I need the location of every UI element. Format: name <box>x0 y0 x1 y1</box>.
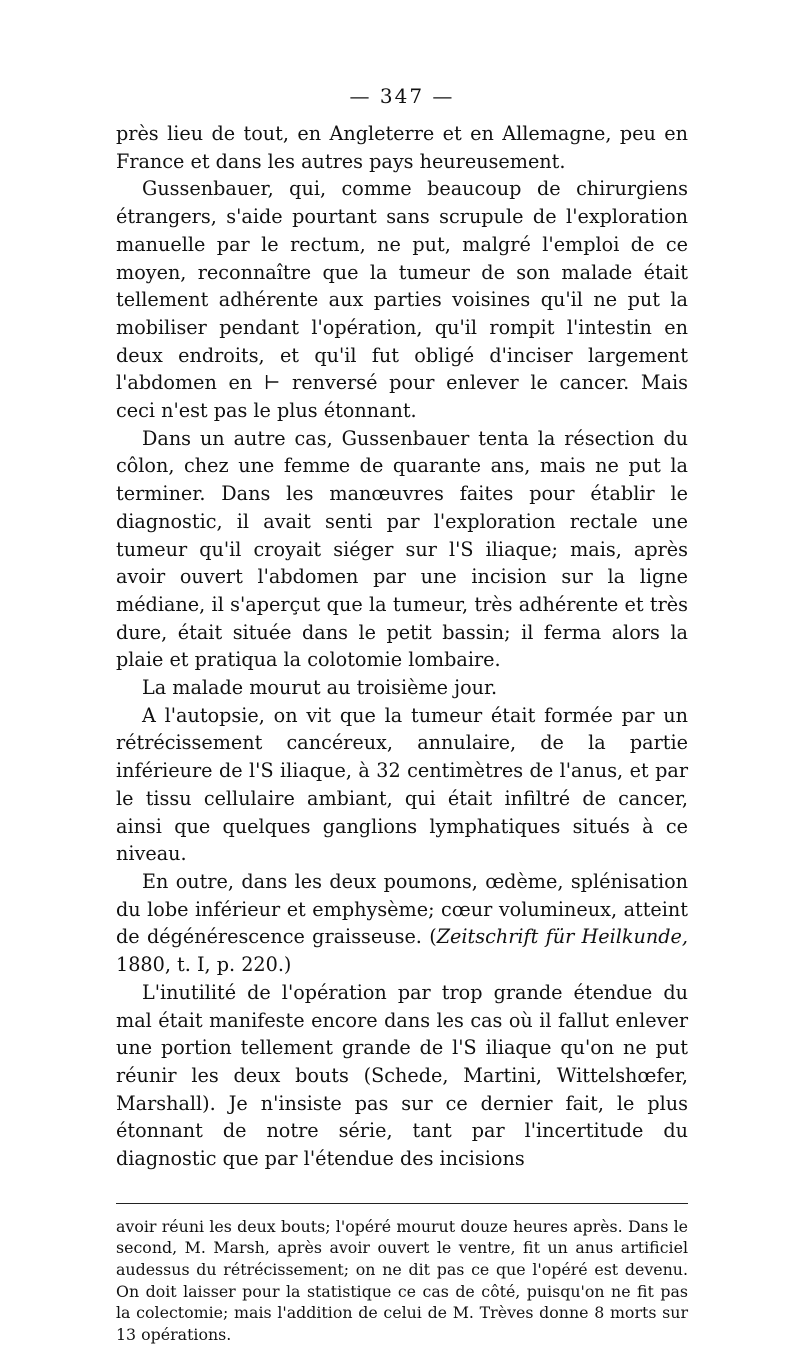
paragraph-text: L'inutilité de l'opération par trop grande étendue du mal était manifeste encore dans les cas où il fallut enlever une portion tellement grande de l'S iliaque qu'on ne put réunir les deux bouts (Schede, Martini, Wittelshœfer, Marshall). Je n'insiste pas sur ce dernier fait, le plus étonnant de notre série, tant par l'incertitude du diagnostic que par l'étendue des incisions <box>116 980 688 1171</box>
footnote: avoir réuni les deux bouts; l'opéré mourut douze heures après. Dans le second, M. Marsh, après avoir ouvert le ventre, fit un anus artificiel audessus du rétrécissement; on ne dit pas ce que l'opéré est devenu. On doit laisser pour la statistique ce cas de côté, puisqu'on ne fit pas la colectomie; mais l'addition de celui de M. Trèves donne 8 morts sur 13 opérations. <box>116 1216 688 1344</box>
paragraph-text: 1880, t. I, p. 220.) <box>116 953 292 977</box>
paragraph <box>116 868 688 979</box>
book-page <box>116 82 688 1345</box>
paragraph <box>116 674 688 702</box>
page-number: — 347 — <box>349 84 455 108</box>
paragraph-text: près lieu de tout, en Angleterre et en Allemagne, peu en France et dans les autres pays heureusement. <box>116 122 688 173</box>
paragraph-text: Gussenbauer, qui, comme beaucoup de chirurgiens étrangers, s'aide pourtant sans scrupule de l'exploration manuelle par le rectum, ne put, malgré l'emploi de ce moyen, reconnaître que la tumeur de son malade était tellement adhérente aux parties voisines qu'il ne put la mobiliser pendant l'opération, qu'il rompit l'intestin en deux endroits, et qu'il fut obligé d'inciser largement l'abdomen en ⊢ renversé pour enlever le cancer. Mais ceci n'est pas le plus étonnant. <box>116 177 688 423</box>
paragraph <box>116 979 688 1173</box>
body-text <box>116 120 688 1173</box>
paragraph-text: En outre, dans les deux poumons, œdème, splénisation du lobe inférieur et emphysème; cœur volumineux, atteint de dégénérescence graisseuse. ( <box>116 869 688 949</box>
paragraph <box>116 120 688 175</box>
paragraph <box>116 175 688 424</box>
paragraph-text: La malade mourut au troisième jour. <box>142 676 498 700</box>
paragraph <box>116 425 688 674</box>
italic-citation: Zeitschrift für Heilkunde, <box>436 925 688 949</box>
paragraph-text: A l'autopsie, on vit que la tumeur était formée par un rétrécissement cancéreux, annulaire, de la partie inférieure de l'S iliaque, à 32 centimètres de l'anus, et par le tissu cellulaire ambiant, qui était infiltré de cancer, ainsi que quelques ganglions lymphatiques situés à ce niveau. <box>116 703 688 866</box>
paragraph <box>116 702 688 868</box>
footnote-rule <box>116 1203 688 1204</box>
paragraph-text: Dans un autre cas, Gussenbauer tenta la résection du côlon, chez une femme de quarante ans, mais ne put la terminer. Dans les manœuvres faites pour établir le diagnostic, il avait senti par l'exploration rectale une tumeur qu'il croyait siéger sur l'S iliaque; mais, après avoir ouvert l'abdomen par une incision sur la ligne médiane, il s'aperçut que la tumeur, très adhérente et très dure, était située dans le petit bassin; il ferma alors la plaie et pratiqua la colotomie lombaire. <box>116 426 688 672</box>
